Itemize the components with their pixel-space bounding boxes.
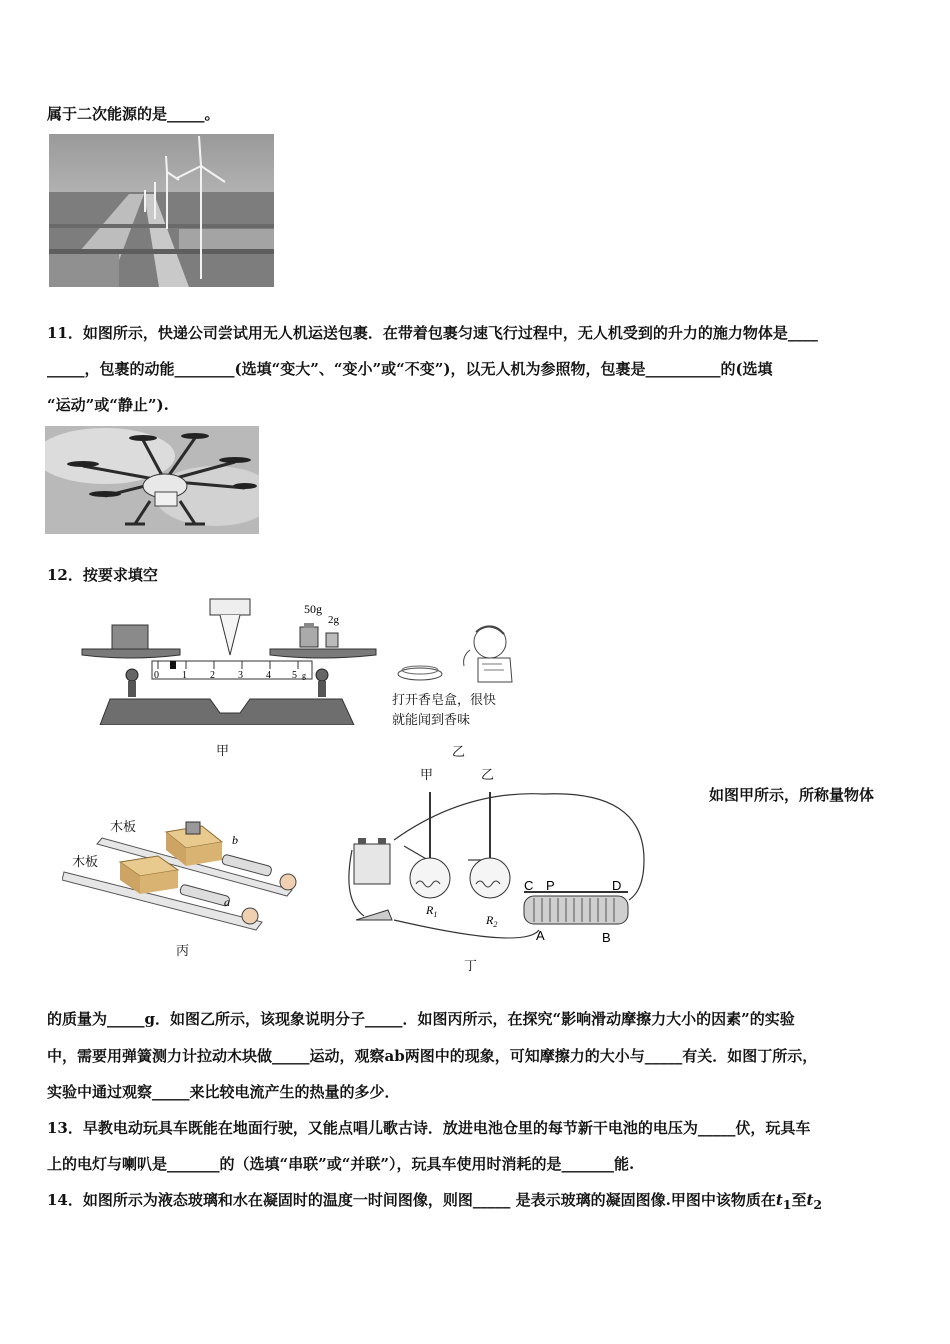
ding-yi-label: 乙 bbox=[481, 768, 495, 783]
label-d: D bbox=[612, 878, 622, 893]
q12-line1: 的质量为_____g．如图乙所示，该现象说明分子_____．如图丙所示，在探究“影响滑动摩擦力大小的因素”的实验 bbox=[47, 1010, 795, 1028]
board2-label: 木板 bbox=[72, 855, 99, 870]
label-r1: $R_1$ bbox=[426, 903, 438, 919]
rider bbox=[170, 661, 176, 669]
label-a: a bbox=[224, 895, 230, 909]
ding-jia-label: 甲 bbox=[420, 768, 434, 783]
figure-friction bbox=[62, 820, 322, 940]
label-p: P bbox=[546, 878, 555, 893]
figure-soap-smell bbox=[392, 620, 532, 690]
q12-line2: 中，需要用弹簧测力计拉动木块做_____运动，观察ab两图中的现象，可知摩擦力的大小与_____有关．如图丁所示， bbox=[47, 1047, 818, 1065]
q10-text: 属于二次能源的是_____。 bbox=[47, 105, 220, 123]
svg-text:2: 2 bbox=[210, 670, 215, 681]
figure-balance bbox=[80, 595, 380, 725]
label-b: b bbox=[232, 833, 238, 847]
q13-line1: 13．早教电动玩具车既能在地面行驶，又能点唱儿歌古诗．放进电池仓里的每节新干电池的电压为_____伏，玩具车 bbox=[47, 1119, 811, 1137]
svg-text:1: 1 bbox=[182, 670, 187, 681]
board1-label: 木板 bbox=[110, 820, 137, 835]
svg-text:3: 3 bbox=[238, 670, 243, 681]
q11-line1: 11．如图所示，快递公司尝试用无人机运送包裹．在带着包裹匀速飞行过程中，无人机受到的升力的施力物体是____ bbox=[47, 324, 818, 342]
q11-line2: _____，包裹的动能________(选填“变大”、“变小”或“不变”)，以无人机为参照物，包裹是__________的(选填 bbox=[47, 360, 773, 378]
q12-title: 12．按要求填空 bbox=[47, 566, 158, 584]
q11-line3: “运动”或“静止”). bbox=[47, 396, 169, 414]
label-b-terminal: B bbox=[602, 930, 611, 945]
label-r2: $R_2$ bbox=[486, 913, 498, 929]
svg-text:0: 0 bbox=[154, 670, 159, 681]
figure-circuit bbox=[344, 780, 654, 970]
q13-line2: 上的电灯与喇叭是_______的（选填“串联”或“并联”），玩具车使用时消耗的是_______能. bbox=[47, 1155, 635, 1173]
caption-jia: 甲 bbox=[216, 744, 230, 759]
q12-side-text: 如图甲所示，所称量物体 bbox=[709, 786, 875, 804]
weight-50-label: 50g bbox=[304, 602, 322, 616]
soap-text1: 打开香皂盒，很快 bbox=[392, 693, 497, 708]
caption-ding: 丁 bbox=[464, 959, 478, 974]
label-c: C bbox=[524, 878, 534, 893]
q12-line3: 实验中通过观察_____来比较电流产生的热量的多少． bbox=[47, 1083, 400, 1101]
wind-farm-photo bbox=[49, 134, 274, 287]
svg-text:4: 4 bbox=[266, 670, 271, 681]
soap-text2: 就能闻到香味 bbox=[392, 713, 471, 728]
caption-bing: 丙 bbox=[176, 944, 190, 959]
svg-text:g: g bbox=[302, 671, 306, 680]
caption-yi: 乙 bbox=[452, 745, 466, 760]
weight-2-label: 2g bbox=[328, 614, 339, 626]
label-a-terminal: A bbox=[536, 928, 545, 943]
drone-photo bbox=[45, 426, 259, 534]
svg-text:5: 5 bbox=[292, 670, 297, 681]
q14-line1: 14．如图所示为液态玻璃和水在凝固时的温度一时间图像，则图_____ 是表示玻璃的凝固图像.甲图中该物质在$t_1$至$t_2$ bbox=[47, 1191, 823, 1212]
